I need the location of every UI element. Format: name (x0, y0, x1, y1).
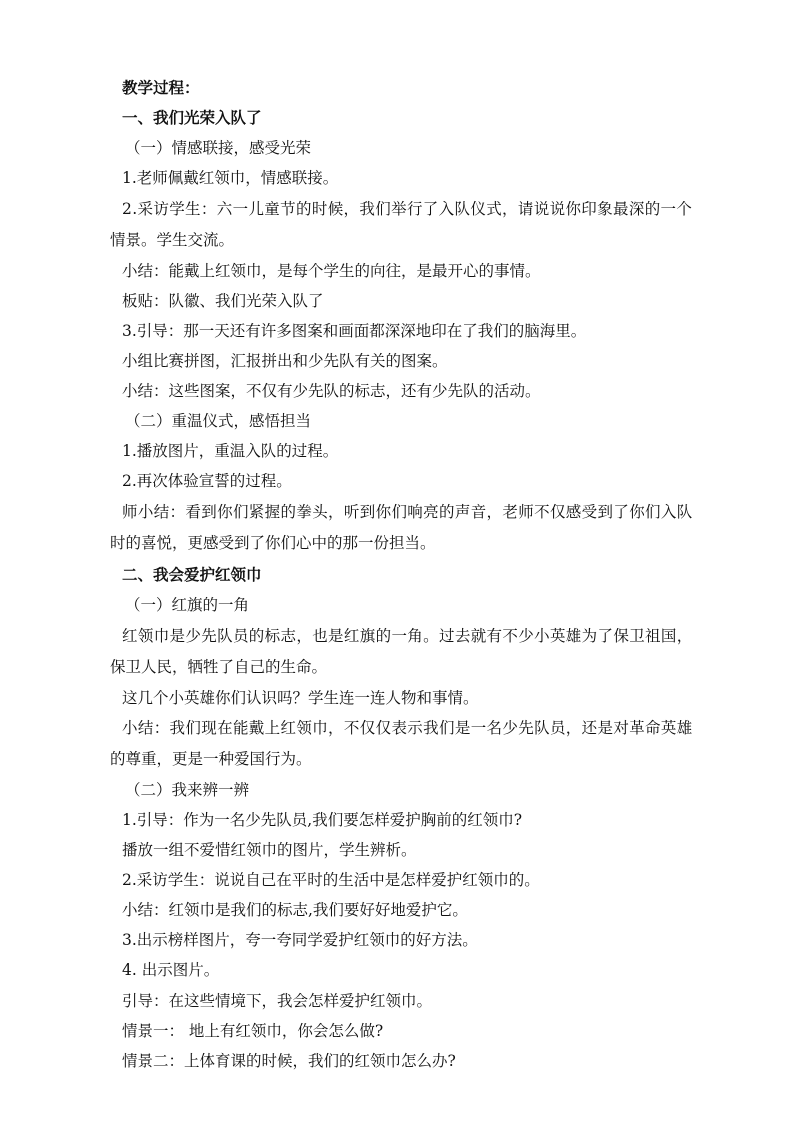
paragraph-line: 师小结：看到你们紧握的拳头，听到你们响亮的声音，老师不仅感受到了你们入队 (122, 503, 693, 521)
paragraph-line: 的尊重，更是一种爱国行为。 (110, 750, 312, 768)
paragraph-line: 情景。学生交流。 (110, 231, 235, 249)
section-heading: 教学过程： (122, 79, 200, 97)
paragraph-line: 小结：这些图案，不仅有少先队的标志，还有少先队的活动。 (122, 382, 541, 400)
paragraph-line: 小结：我们现在能戴上红领巾，不仅仅表示我们是一名少先队员，还是对革命英雄 (122, 719, 693, 737)
paragraph-line: 板贴：队徽、我们光荣入队了 (122, 292, 324, 310)
paragraph-line: 3.引导：那一天还有许多图案和画面都深深地印在了我们的脑海里。 (122, 322, 587, 340)
paragraph-line: 情景二：上体育课的时候，我们的红领巾怎么办? (122, 1052, 456, 1070)
paragraph-line: 小结：红领巾是我们的标志,我们要好好地爱护它。 (122, 901, 468, 919)
paragraph-line: 2.采访学生：说说自己在平时的生活中是怎样爱护红领巾的。 (122, 871, 540, 889)
subsection-heading: （二）我来辨一辨 (125, 781, 250, 799)
paragraph-line: 引导：在这些情境下，我会怎样爱护红领巾。 (122, 992, 433, 1010)
paragraph-line: 小结：能戴上红领巾，是每个学生的向往，是最开心的事情。 (122, 262, 541, 280)
paragraph-line: 1.播放图片，重温入队的过程。 (122, 442, 339, 460)
paragraph-line: 小组比赛拼图，汇报拼出和少先队有关的图案。 (122, 352, 448, 370)
section-heading: 一、我们光荣入队了 (122, 109, 262, 127)
subsection-heading: （一）情感联接，感受光荣 (125, 139, 312, 157)
paragraph-line: 这几个小英雄你们认识吗？学生连一连人物和事情。 (122, 689, 479, 707)
subsection-heading: （一）红旗的一角 (125, 596, 250, 614)
paragraph-line: 2.采访学生：六一儿童节的时候，我们举行了入队仪式，请说说你印象最深的一个 (122, 200, 693, 218)
paragraph-line: 3.出示榜样图片，夸一夸同学爱护红领巾的好方法。 (122, 931, 478, 949)
paragraph-line: 红领巾是少先队员的标志，也是红旗的一角。过去就有不少小英雄为了保卫祖国， (122, 627, 693, 645)
paragraph-line: 保卫人民，牺牲了自己的生命。 (110, 658, 328, 676)
paragraph-line: 时的喜悦，更感受到了你们心中的那一份担当。 (110, 534, 436, 552)
paragraph-line: 4. 出示图片。 (122, 961, 220, 979)
paragraph-line: 1.引导：作为一名少先队员,我们要怎样爱护胸前的红领巾? (122, 811, 523, 829)
paragraph-line: 情景一： 地上有红领巾，你会怎么做? (122, 1022, 384, 1040)
paragraph-line: 2.再次体验宣誓的过程。 (122, 472, 292, 490)
paragraph-line: 1.老师佩戴红领巾，情感联接。 (122, 169, 339, 187)
section-heading: 二、我会爱护红领巾 (122, 566, 262, 584)
subsection-heading: （二）重温仪式，感悟担当 (125, 412, 312, 430)
paragraph-line: 播放一组不爱惜红领巾的图片，学生辨析。 (122, 841, 417, 859)
